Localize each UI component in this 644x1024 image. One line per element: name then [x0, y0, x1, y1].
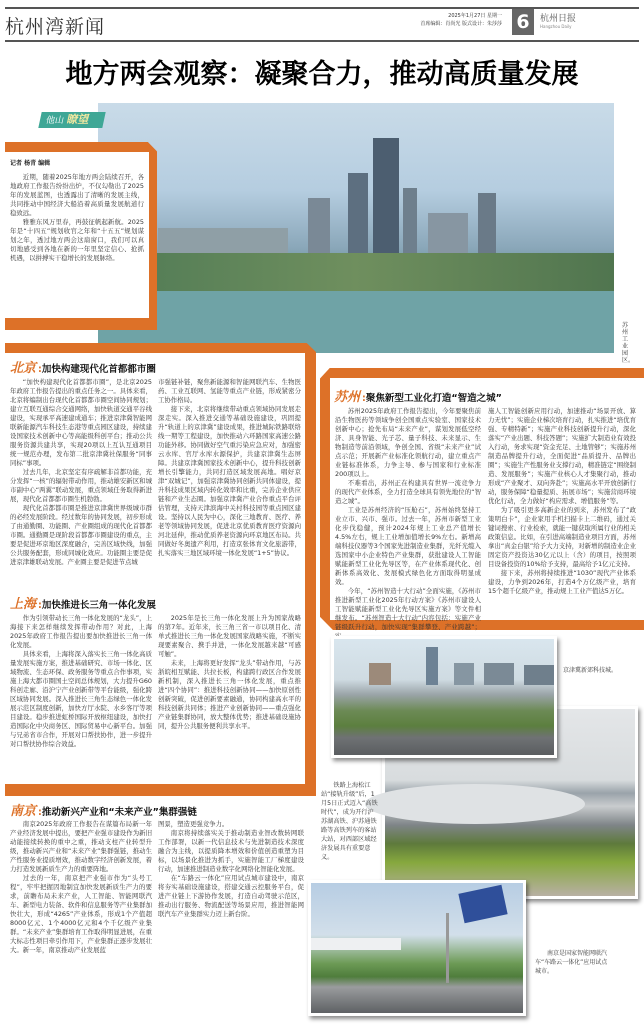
section-headline: 加快构建现代化首都都市圈 — [41, 364, 156, 375]
section-heading-beijing: 北京 :加快构建现代化首都都市圈 — [10, 361, 156, 376]
paragraph: 图景，塑造更强竞争力。 — [158, 820, 229, 828]
paragraph: 南京将持续落实关于推动制造业智改数转网联工作部署，以新一代信息技术与先进制造技术深度融合为主线，以提质降本增效和价值创造重塑为目标，以场景化推进为抓手，实施智能工厂梯度建设行动，加速推进制造业数字化网络化智能化发展。 — [158, 829, 304, 873]
paragraph: 施人工智能创新应用行动，加速推动“场景开放、算力无忧”；实施企业梯次培育行动，扎实推进“培优育强、专精特新”；实施产业科技创新提升行动，深化落实“产业出题、科技答题”；实施扩大制造业有效投入行动，务求实现“资金充足、土地管够”；实施苏州制造品牌提升行动，全面促进“品质提升、品牌出圈”；实施生产性服务业支撑行动，精准链定“围绕制造、发展服务”；实施产业核心人才集聚行动，推动形成“产业聚才、双向奔赴”；实施高水平开放创新行动，服务保障“稳量提质、拓展市场”；实施营商环境优化行动，全力做好“构应需求、增值服务”等。 — [488, 407, 636, 505]
paragraph: 现代化首都都市圈是推进京津冀世界级城市群的必经发展阶段。经过数年的协同发展，初步形成了由通勤圈、功能圈、产业圈组成的现代化首都都市圈。通勤圈是现阶段首都都市圈建设的重点，主要是促进环京地区深度融合，完善区域快线，加强公共服务配套，形成同城化效应。功能圈主要是促进京津雄联动发展。产业圈主要是促进节点城 — [10, 504, 152, 566]
page-number: 6 — [512, 9, 534, 35]
city-label: 北京 — [10, 361, 37, 376]
section-masthead: 杭州湾新闻 — [5, 16, 106, 38]
paragraph: 过去的一年，南京把产业强市作为“头号工程”，牢牢把握因地制宜加快发展新质生产力的要求，前瞻布局未来产业，人工智能、智能网联汽车、新型电力装备、软件和信息服务等产业集群加快壮大，形成“4265”产业体系，形成1个产值超8000亿元、1个4000亿元和4个千亿级产业集群。“未来产业”集群培育工作取得明显进展，在重大标志性项目牵引作用下，产业集群正逐步发展壮大。新一年，南京推动产业发展蓝 — [10, 874, 152, 954]
paragraph: 2025年是长三角一体化发展上升为国家战略的第7年。近年来，长三角三省一市以项目化、清单式推进长三角一体化发展国家战略实施，不断实现要素聚合、携手并进，一体化发展越来越“可感可触”。 — [158, 614, 301, 658]
paragraph: “加快构建现代化首都都市圈”，是北京2025年政府工作报告提出的重点任务之一。具体来看，北京将编制出台现代化首都都市圈空间协同规划；建立互联互通综合交通网络，加快轨道交通平谷线建设，实现承平高速建成通车；推进京津冀智能网联新能源汽车科技生态港等重点园区建设，持续建设国家技术创新中心等高能级科创平台；推动公共服务资源共建共享，实现20项以上互认互通项目统一规范办理，发布第二批京津冀社保服务“同事同标”事项。 — [10, 378, 152, 467]
section-headline: 聚焦新型工业化打造“智造之城” — [365, 393, 502, 404]
paragraph: 工业是苏州经济的“压舱石”，苏州始终坚持工业立市、兴市、强市。过去一年，苏州市新型工业化步伐稳健，预计2024年规上工业总产值增长4.5%左右，规上工业增加值增长9%左右。新增高端科技仪器等3个国家先进制造业集群，光纤光缆入选国家中小企业特色产业集群，获批建设人工智能赋能新型工业化先导区等，在产业体系现代化、创新体系高效化、发展模式绿色化方面取得明显成效。 — [335, 506, 481, 586]
page-title: 地方两会观察：凝聚合力，推动高质量发展 — [65, 59, 579, 90]
paragraph: 作为引领带动长三角一体化发展的“龙头”，上海接下来怎样继续发挥带动作用？对此，上海2025年政府工作报告提出要加快推进长三角一体化发展。 — [10, 614, 152, 649]
intro-paragraph: 雅雅东风万里春，再鼓征帆起新航。2025年是“十四五”规划收官之年和“十五五”规划谋划之年，透过地方两会这扇窗口，我们可以真切地感受到各地在新的一年里坚定信心、抢抓机遇，以拼搏实干稳增长的发展脉络。 — [10, 218, 144, 262]
nanjing-photo-caption: 南京是国家智能网联汽车“车路云一体化”应用试点城市。 — [535, 950, 608, 975]
shanghai-col-1 — [10, 614, 152, 780]
section-headline: 加快推进长三角一体化发展 — [41, 600, 156, 611]
beijing-col-2 — [158, 378, 301, 568]
paragraph: 在“车路云一体化”应用试点城市建设中，南京将夯实基础设施建设，搭建交通云控服务平台，促进产业链上下游协作发展，打造自动驾驶示范区，推动出行服务、物流配送等场景应用，推进智能网联汽车产业集群实力迈上新台阶。 — [158, 874, 304, 918]
paragraph: 为了吸引更多高新企业的到来，苏州发布了“政策明白卡”，企业家用手机扫描卡上二维码，通过关键词搜索、行业检索，就能一键获取所属行业的相关政策信息。比如，在引进高端制造业项目方面，苏州拿出“真金白银”给予大力支持，对新增的制造业企业固定资产投资达30亿元以上（含）的项目，按照项目设备投资的10%给予支持，最高给予1亿元支持。 — [488, 506, 636, 568]
section-heading-suzhou: 苏州 :聚焦新型工业化打造“智造之城” — [334, 390, 502, 405]
byline: 记者 杨青 编辑 — [10, 160, 51, 167]
paragraph: 不难看出，苏州正在构建具有世界一流竞争力的现代产业体系，全力打造全球具有领先地位的“智造之城”。 — [335, 479, 481, 505]
paragraph: 具体来看，上海将深入落实长三角一体化高质量发展实施方案，推进基础研究、市场一体化、区域物流、生态环保、政务服务等重点合作事项，实施上海大都市圈国土空间总体规划，大力提升G60科创走廊、沿沪宁产业创新带等平台能级，强化跨区域协同发展。深入推进长三角生态绿色一体化发展示范区制度创新，加快方厅水院、水乡客厅等项目建设。稳步推进虹桥国际开放枢纽建设，加快打造国际化中央商务区、国际贸易中心新平台。加强与兄弟省市合作，开展对口帮扶协作，进一步提升对口帮扶协作综合效益。 — [10, 650, 152, 748]
top-rule — [5, 7, 639, 9]
beijing-col-1 — [10, 378, 152, 568]
paragraph: 南京2025年政府工作报告在谋篇布局新一年产业经济发展中提出，要把产业强市建设作为新旧动能接续转换的重中之重，推动支柱产业转型升级，推动新兴产业和“未来产业”集群强链，推动生产性服务业提质增效，推动数字经济创新发展，着力打造发展新质生产力的重要阵地。 — [10, 820, 152, 873]
editor-credits: 首席编辑：肖尚光 版式设计：朱莎莎 — [420, 21, 502, 27]
header-rule — [5, 40, 639, 42]
photo-nanjing-test-road — [308, 880, 526, 1016]
paragraph: 接下来，苏州将持续推进“1030”现代产业体系建设，力争到2026年，打造4个万亿级产业，培育15个超千亿级产业，推动规上工业产值达5万亿。 — [488, 569, 636, 595]
section-heading-shanghai: 上海 :加快推进长三角一体化发展 — [10, 597, 156, 612]
photo-beijing-city — [331, 636, 557, 758]
section-headline: 推动新兴产业和“未来产业”集群强链 — [41, 807, 197, 818]
nanjing-col-2 — [158, 820, 304, 1018]
intro-paragraph: 近期，随着2025年地方两会陆续召开，各地政府工作报告纷纷出炉，不仅勾勒出了2025年的发展蓝图，也透露出了清晰的发展主线，共同推动中国经济大船沿着高质量发展航道行稳致远。 — [10, 173, 144, 217]
column-tag — [38, 112, 105, 128]
tag-main: 瞭望 — [65, 113, 91, 126]
city-label: 上海 — [10, 597, 37, 612]
paragraph: 未来，上海将更好发挥“龙头”带动作用，与苏浙皖相互赋能、共拉长板，构建跨行政区合作发展新机制，深入推进长三角一体化发展，重点推进“四个协同”：推进科技创新协同——加快原创性创新突破，促进创新要素融通，协同构建高水平的科技创新共同体；推进产业创新协同——重点强化产业链集群协同，放大整体优势；推进基础设施协同，提升公共服务便利共享水平。 — [158, 659, 301, 730]
paragraph: 今年，“苏州智造十大行动”全面实施，《苏州市推进新型工业化2025年行动方案》《苏州市建设人工智能赋能新型工业化先导区实施方案》等文件相继发布。“苏州智造十大行动”内容包括：实施产业链级跃升行动，加快实现“集群攀登、产业跨越”； — [335, 587, 481, 631]
main-photo-suzhou-skyline — [98, 103, 614, 353]
beijing-photo-caption: 京津冀新郊科技城。 — [563, 667, 618, 674]
city-label: 苏州 — [334, 390, 361, 405]
issue-meta — [420, 12, 502, 28]
intro-box — [5, 152, 149, 318]
paragraph: 接下来，北京将继续带动重点领域协同发展走深走实。深入推进交通等基础设施建设，巩固提升“轨道上的京津冀”建设成果，推进城际铁路联络线一期等工程建设，加快推动六环路国家高速公路功能外移。协同做好空气重污染应急应对，加强密云水库、官厅水库水源保护，共建京津冀生态屏障。共建京津冀国家技术创新中心，提升科技创新增长引擎能力，共同打造区域发展高地。唱好京津“双城记”，加强京津冀协同创新共同体建设，提升科技成果区域内转化效率和比重，完善企业供应链和产业生态圈。加强京津冀产业合作重点平台评估管理，支持天津滨海中关村科技园等重点园区建设。坚持以人民为中心，深化三地教育、医疗、养老等领域协同发展，促进北京优质教育医疗资源向河北延伸，推动优质养老资源向环京地区布局。共同做好冬奥遗产利用，打造京张体育文化旅游带，扎实落实三地区域环境一体化发展“1+5”协议。 — [158, 405, 301, 557]
nanjing-col-1 — [10, 820, 152, 1018]
railway-photo-caption: 铁路上海松江站“接轨升级”后，1月5日正式迈入“高铁时代”，成为开行沪苏湖高铁、沪苏通铁路等高铁列车的客站大站，对西部区域经济发展具有重要意义。 — [321, 782, 378, 861]
main-photo-caption: 苏州工业园区。 — [622, 322, 635, 364]
paragraph: 苏州2025年政府工作报告提出，今年要聚焦前沿生物医药等领域争创全国重点实验室、国家技术创新中心；抢先布局“未来产业”，谋划发展低空经济、具身智能、光子芯、量子科技、未来显示、生物制造等前沿领域，争创全国、省级“未来产业”试点示范；开展新产业标准化领航行动，建立重点产业链标准体系，力争主导、参与国家和行业标准200项以上。 — [335, 407, 481, 478]
shanghai-col-2 — [158, 614, 301, 780]
paragraph: 市强链补链，聚焦新能源和智能网联汽车、生物医药、工业互联网、氢能等重点产业链，形成紧密分工协作格局。 — [158, 378, 301, 404]
logo-en: Hangzhou Daily — [540, 24, 572, 29]
section-heading-nanjing: 南京 :推动新兴产业和“未来产业”集群强链 — [10, 804, 197, 819]
suzhou-col-1 — [335, 407, 481, 631]
city-label: 南京 — [10, 804, 37, 819]
logo-text: 杭州日报 — [540, 14, 577, 24]
tag-prefix: 他山 — [44, 116, 65, 126]
suzhou-col-2 — [488, 407, 636, 619]
issue-date: 2025年1月27日 星期一 — [448, 13, 502, 19]
newspaper-logo — [540, 11, 576, 29]
paragraph: 过去几年，北京坚定有序疏解非首都功能，充分发挥“一核”的辐射带动作用，推动雄安新区和城市副中心“两翼”联动发展，重点领域任务取得新进展，现代化首都都市圈生机勃勃。 — [10, 468, 152, 503]
